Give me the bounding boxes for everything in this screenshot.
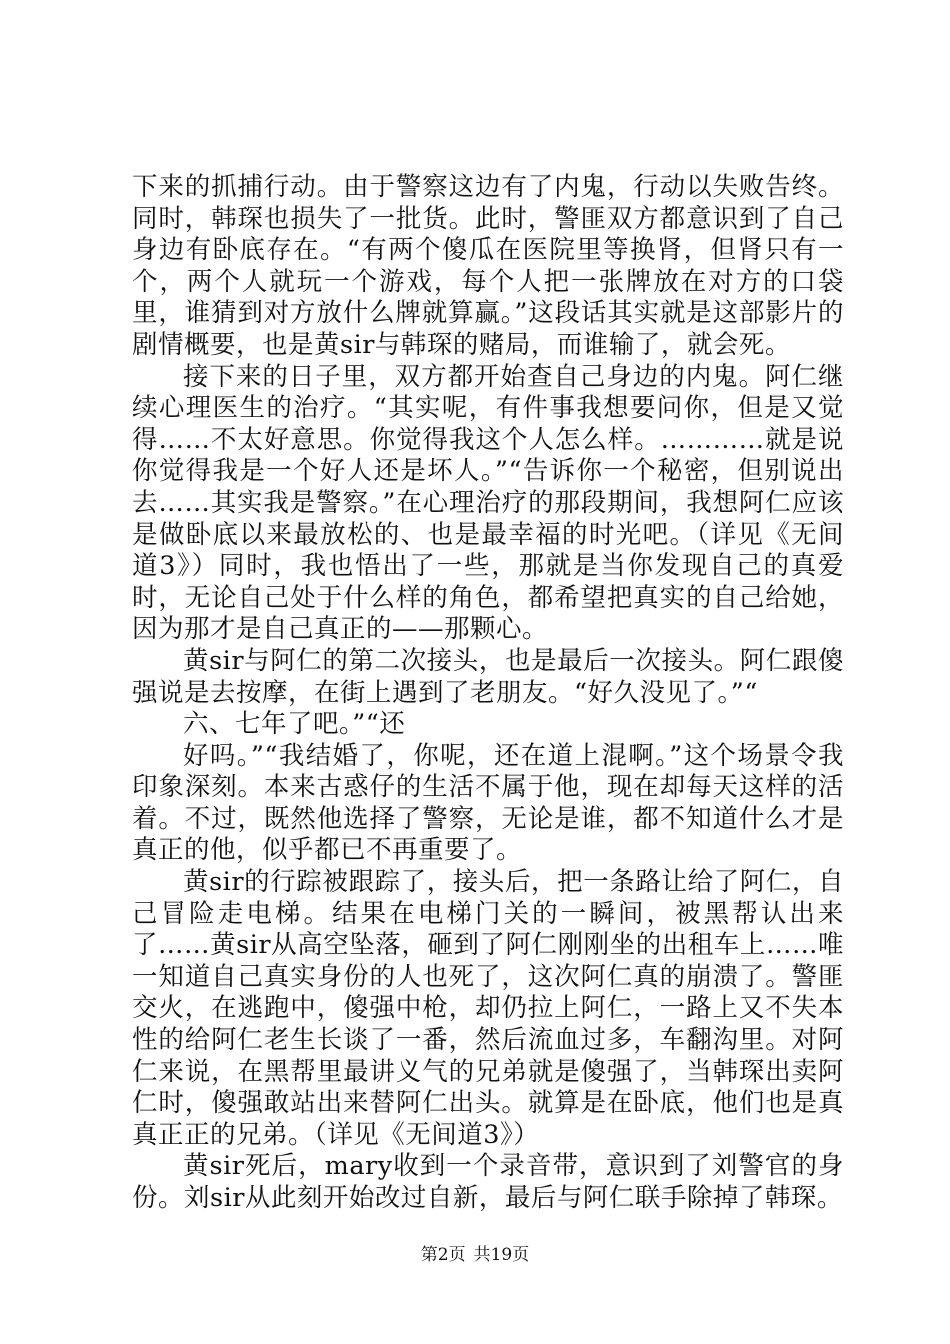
page-number: 第2页 <box>420 1245 466 1265</box>
page-footer <box>0 1240 950 1265</box>
paragraph-6: 黄sir的行踪被跟踪了，接头后，把一条路让给了阿仁，自己冒险走电梯。结果在电梯门关的一瞬间，被黑帮认出来了……黄sir从高空坠落，砸到了阿仁刚刚坐的出租车上……唯一知道自己真实身份的人也死了，这次阿仁真的崩溃了。警匪交火，在逃跑中，傻强中枪，却仍拉上阿仁，一路上又不失本性的给阿仁老生长谈了一番，然后流血过多，车翻沟里。对阿仁来说，在黑帮里最讲义气的兄弟就是傻强了，当韩琛出卖阿仁时，傻强敢站出来替阿仁出头。就算是在卧底，他们也是真真正正的兄弟。（详见《无间道3》） <box>132 867 844 1150</box>
paragraph-4: 六、七年了吧。”“还 <box>183 709 406 740</box>
paragraph-7: 黄sir死后，mary收到一个录音带，意识到了刘警官的身份。刘sir从此刻开始改过自新，最后与阿仁联手除掉了韩琛。 <box>132 1151 844 1213</box>
paragraph-1: 下来的抓捕行动。由于警察这边有了内鬼，行动以失败告终。同时，韩琛也损失了一批货。此时，警匪双方都意识到了自己身边有卧底存在。“有两个傻瓜在医院里等换肾，但肾只有一个，两个人就玩一个游戏，每个人把一张牌放在对方的口袋里，谁猜到对方放什么牌就算赢。”这段话其实就是这部影片的剧情概要，也是黄sir与韩琛的赌局，而谁输了，就会死。 <box>132 172 844 360</box>
document-body <box>132 172 844 1215</box>
paragraph-2: 接下来的日子里，双方都开始查自己身边的内鬼。阿仁继续心理医生的治疗。“其实呢，有件事我想要问你，但是又觉得……不太好意思。你觉得我这个人怎么样。…………就是说你觉得我是一个好人还是坏人。”“告诉你一个秘密，但别说出去……其实我是警察。”在心理治疗的那段期间，我想阿仁应该是做卧底以来最放松的、也是最幸福的时光吧。（详见《无间道3》）同时，我也悟出了一些，那就是当你发现自己的真爱时，无论自己处于什么样的角色，都希望把真实的自己给她，因为那才是自己真正的——那颗心。 <box>132 361 844 645</box>
paragraph-5: 好吗。”“我结婚了，你呢，还在道上混啊。”这个场景令我印象深刻。本来古惑仔的生活不属于他，现在却每天这样的活着。不过，既然他选择了警察，无论是谁，都不知道什么才是真正的他，似乎都已不再重要了。 <box>132 740 844 866</box>
paragraph-3: 黄sir与阿仁的第二次接头，也是最后一次接头。阿仁跟傻强说是去按摩，在街上遇到了老朋友。“好久没见了。”“ <box>132 645 844 708</box>
page-total: 共19页 <box>473 1245 530 1265</box>
